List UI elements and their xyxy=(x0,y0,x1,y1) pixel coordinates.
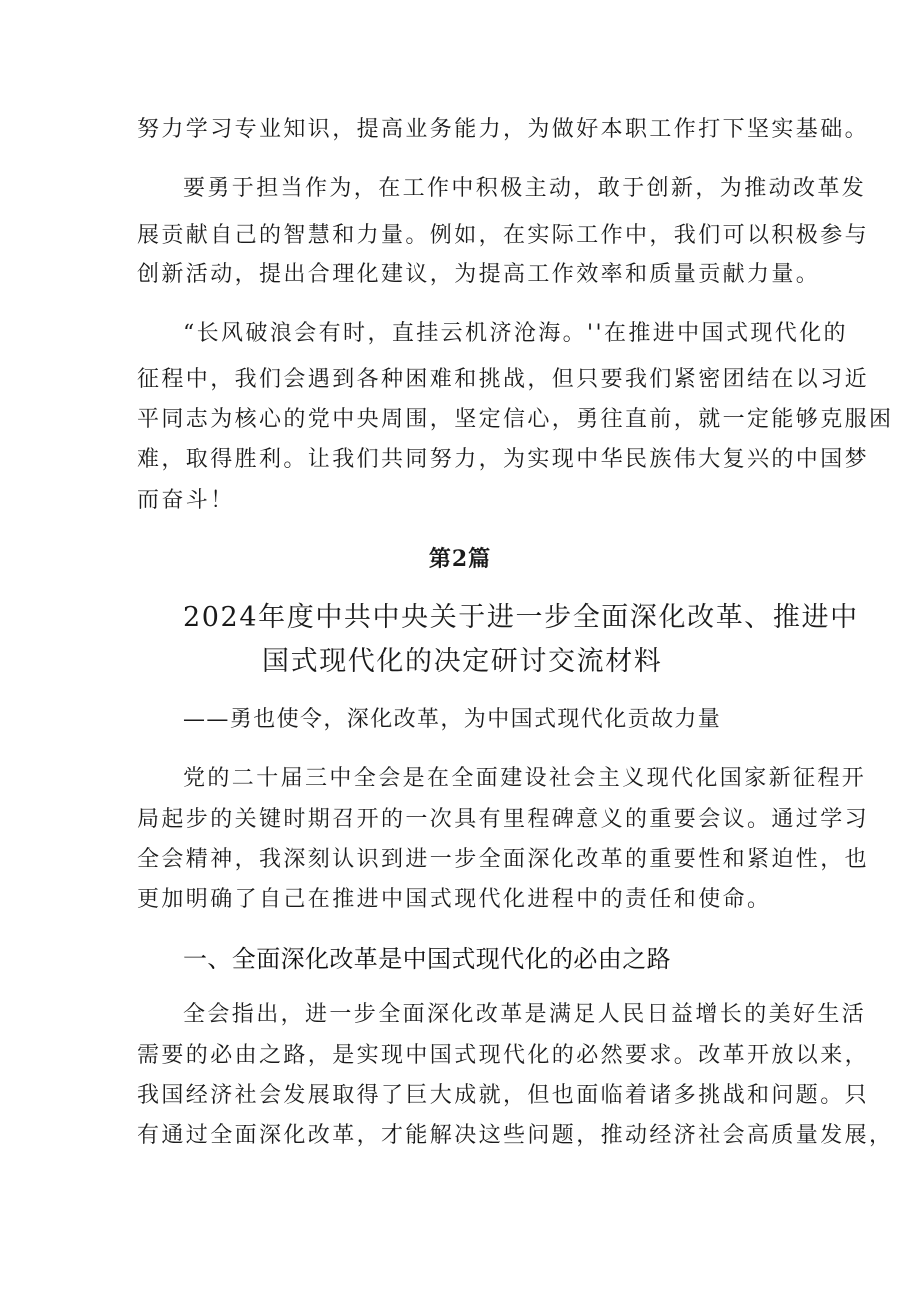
paragraph-line: 全会精神，我深刻认识到进一步全面深化改革的重要性和紧迫性，也 xyxy=(137,847,870,872)
paragraph-line: 局起步的关键时期召开的一次具有里程碑意义的重要会议。通过学习 xyxy=(137,807,870,832)
paragraph-line: 全会指出，进一步全面深化改革是满足人民日益增长的美好生活 xyxy=(183,1002,867,1027)
paragraph-line: “长风破浪会有时，直挂云机济沧海。''在推进中国式现代化的 xyxy=(183,321,848,346)
paragraph-line: 难，取得胜利。让我们共同努力，为实现中华民族伟大复兴的中国梦 xyxy=(137,447,870,472)
paragraph-line: 更加明确了自己在推进中国式现代化进程中的责任和使命。 xyxy=(137,887,772,912)
title-line: 2024年度中共中央关于进一步全面深化改革、推进中 xyxy=(183,602,859,633)
paragraph-line: 党的二十届三中全会是在全面建设社会主义现代化国家新征程开 xyxy=(183,766,867,791)
section-heading: 一、全面深化改革是中国式现代化的必由之路 xyxy=(183,945,671,973)
chapter-label: 第2篇 xyxy=(428,546,492,572)
paragraph-line: 平同志为核心的党中央周围，坚定信心，勇往直前，就一定能够克服困 xyxy=(137,407,894,432)
paragraph-line: 展贡献自己的智慧和力量。例如，在实际工作中，我们可以积极参与 xyxy=(137,223,870,248)
paragraph-line: 而奋斗！ xyxy=(137,488,235,513)
paragraph-line: 创新活动，提出合理化建议，为提高工作效率和质量贡献力量。 xyxy=(137,262,821,287)
paragraph-line: 要勇于担当作为，在工作中积极主动，敢于创新，为推动改革发 xyxy=(183,176,867,201)
paragraph-line: 努力学习专业知识，提高业务能力，为做好本职工作打下坚实基础。 xyxy=(137,117,870,142)
paragraph-line: 征程中，我们会遇到各种困难和挑战，但只要我们紧密团结在以习近 xyxy=(137,367,870,392)
title-line: 国式现代化的决定研讨交流材料 xyxy=(262,646,663,677)
paragraph-line: 有通过全面深化改革，才能解决这些问题，推动经济社会高质量发展， xyxy=(137,1123,894,1148)
paragraph-line: 需要的必由之路，是实现中国式现代化的必然要求。改革开放以来， xyxy=(137,1043,870,1068)
document-subtitle: ——勇也使令，深化改革，为中国式现代化贡故力量 xyxy=(183,707,722,732)
paragraph-line: 我国经济社会发展取得了巨大成就，但也面临着诸多挑战和问题。只 xyxy=(137,1083,870,1108)
